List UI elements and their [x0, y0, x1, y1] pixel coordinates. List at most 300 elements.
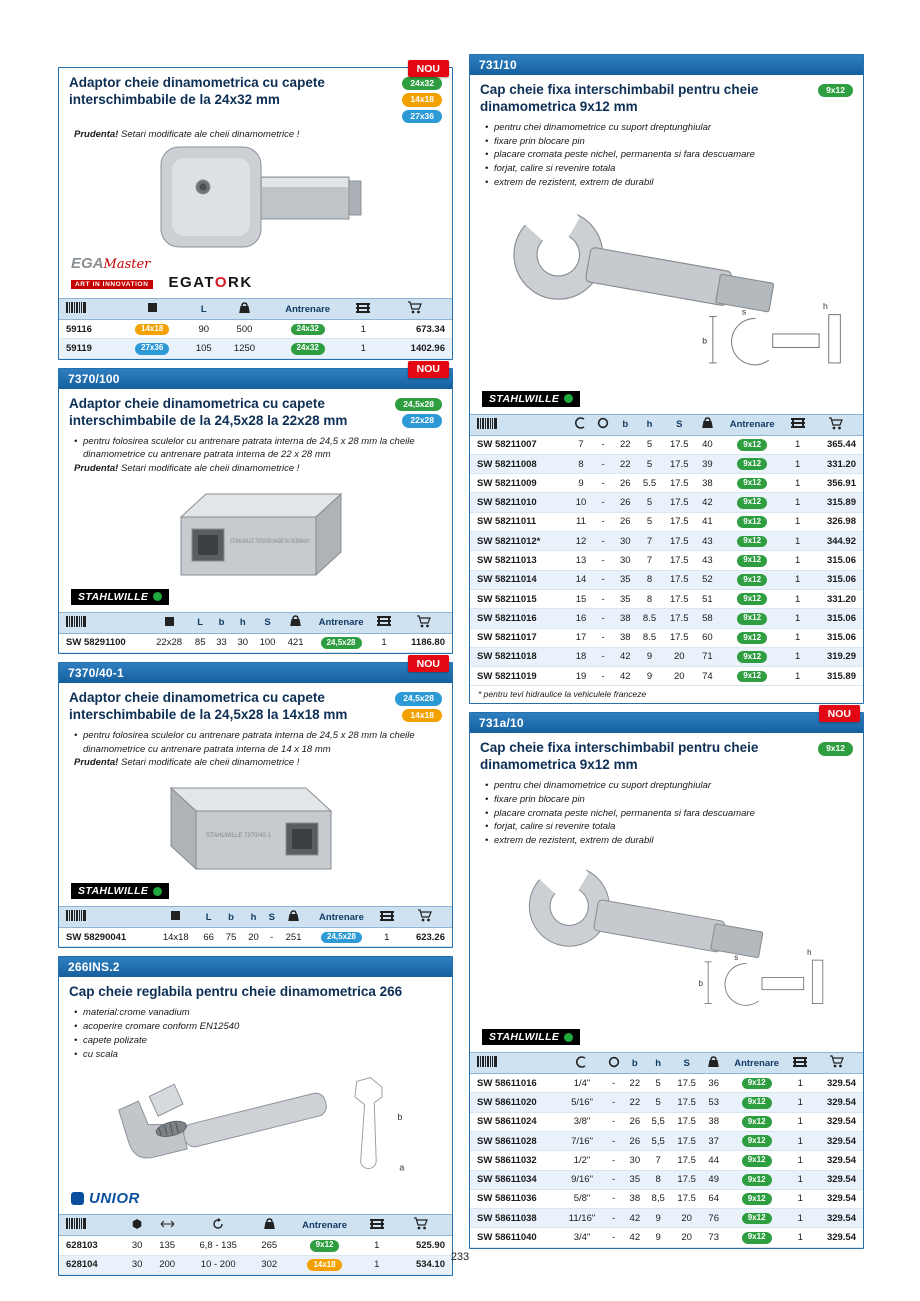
- table-cell: 1: [785, 474, 809, 493]
- table-cell: -: [592, 435, 614, 454]
- dim-label-s: s: [741, 306, 747, 317]
- table-cell: 525.90: [391, 1236, 452, 1255]
- product-photo-adapter-7370-40: [126, 771, 386, 881]
- table-cell: 17.5: [663, 435, 696, 454]
- table-cell: SW 58211017: [470, 628, 570, 647]
- product-photo-open-end-head: [480, 191, 853, 389]
- table-cell: 5: [636, 435, 662, 454]
- column-header: S: [671, 1053, 703, 1074]
- table-cell: [719, 570, 785, 589]
- stahlwille-green-dot-icon: [564, 394, 573, 403]
- table-cell: 8.5: [636, 628, 662, 647]
- table-cell: -: [592, 589, 614, 608]
- size-badge: 24x32: [291, 343, 325, 355]
- table-cell: 1250: [222, 339, 267, 358]
- table-cell: 37: [703, 1131, 725, 1150]
- table-row: [470, 667, 863, 686]
- table-cell: [719, 493, 785, 512]
- bullet-item: • fixare prin blocare pin: [480, 793, 853, 807]
- table-cell: 90: [186, 320, 222, 339]
- table-cell: 42: [696, 493, 719, 512]
- table-cell: 42: [614, 647, 637, 666]
- brand-row: [69, 254, 442, 295]
- table-cell: 8: [570, 454, 593, 473]
- table-cell: 8.5: [636, 609, 662, 628]
- hex-icon: [124, 1215, 150, 1236]
- table-cell: 265: [252, 1236, 286, 1255]
- table-cell: 17.5: [663, 454, 696, 473]
- table-cell: 71: [696, 647, 719, 666]
- table-cell: 17: [570, 628, 593, 647]
- size-badge: 9x12: [737, 458, 767, 470]
- table-cell: 628103: [59, 1236, 124, 1255]
- size-badge: 9x12: [742, 1097, 772, 1109]
- table-cell: 38: [624, 1189, 646, 1208]
- section-7370-100: [58, 363, 453, 654]
- cart-icon: [812, 1053, 863, 1074]
- table-cell: 17.5: [663, 609, 696, 628]
- table-cell: 1: [785, 512, 809, 531]
- brand-row: [69, 1189, 442, 1211]
- product-title: Cap cheie fixa interschimbabil pentru cheie dinamometrica 9x12 mm: [480, 740, 759, 773]
- table-cell: 19: [570, 667, 593, 686]
- table-cell: 315.89: [810, 667, 863, 686]
- table-cell: [725, 1074, 789, 1093]
- table-cell: 5/16": [561, 1093, 603, 1112]
- size-badge: 9x12: [742, 1078, 772, 1090]
- table-cell: 39: [696, 454, 719, 473]
- table-cell: [725, 1131, 789, 1150]
- barcode-icon: [59, 907, 154, 928]
- table-cell: 7: [570, 435, 593, 454]
- table-row: [59, 339, 452, 358]
- table-cell: 329.54: [812, 1074, 863, 1093]
- product-table: [59, 906, 452, 947]
- nou-badge: NOU: [819, 705, 860, 722]
- table-cell: 1: [789, 1112, 812, 1131]
- size-badge: 9x12: [742, 1232, 772, 1244]
- table-cell: -: [592, 570, 614, 589]
- table-cell: 41: [696, 512, 719, 531]
- table-cell: SW 58611028: [470, 1131, 561, 1150]
- table-cell: 33: [211, 633, 232, 652]
- column-header: L: [197, 907, 219, 928]
- dim-label-b: b: [702, 335, 708, 346]
- table-cell: 10: [570, 493, 593, 512]
- bullet-item: • forjat, calire si revenire totala: [480, 820, 853, 834]
- product-title: Adaptor cheie dinamometrica cu capete interschimbabile de la 24x32 mm: [69, 75, 325, 107]
- table-cell: 7: [646, 1151, 671, 1170]
- table-cell: SW 58211008: [470, 454, 570, 473]
- table-cell: -: [603, 1189, 624, 1208]
- table-cell: [719, 454, 785, 473]
- column-header: h: [646, 1053, 671, 1074]
- table-cell: SW 58211019: [470, 667, 570, 686]
- table-row: [470, 1093, 863, 1112]
- weight-icon: [222, 299, 267, 320]
- table-cell: SW 58611038: [470, 1209, 561, 1228]
- feature-list: [69, 128, 442, 142]
- section-code: 266INS.2: [68, 960, 120, 975]
- size-badge: 14x18: [402, 93, 442, 106]
- table-cell: [725, 1228, 789, 1247]
- table-row: [470, 1170, 863, 1189]
- column-header: Antrenare: [725, 1053, 789, 1074]
- table-cell: 315.06: [810, 570, 863, 589]
- table-cell: 17.5: [663, 551, 696, 570]
- table-row: [470, 570, 863, 589]
- section-code: 731/10: [479, 58, 517, 72]
- table-cell: [267, 320, 348, 339]
- table-cell: SW 58611016: [470, 1074, 561, 1093]
- table-cell: 1: [785, 609, 809, 628]
- table-cell: -: [603, 1074, 624, 1093]
- section-731-10: [469, 54, 864, 704]
- table-cell: 17.5: [671, 1170, 703, 1189]
- table-header-row: [59, 907, 452, 928]
- size-badges: [818, 740, 853, 774]
- size-badge: 22x28: [402, 414, 442, 427]
- table-cell: 49: [703, 1170, 725, 1189]
- product-title: Cap cheie fixa interschimbabil pentru cheie dinamometrica 9x12 mm: [480, 82, 759, 114]
- product-photo-adapter-24x32: [131, 143, 381, 253]
- table-cell: 17.5: [671, 1189, 703, 1208]
- table-cell: 38: [614, 628, 637, 647]
- table-cell: [719, 647, 785, 666]
- product-image: [480, 190, 853, 390]
- table-cell: 1: [348, 320, 378, 339]
- table-cell: 44: [703, 1151, 725, 1170]
- section-code-bar: [470, 713, 863, 733]
- feature-list: [69, 435, 442, 476]
- stahlwille-logo: [71, 589, 169, 605]
- section-code-bar: [59, 957, 452, 977]
- table-cell: 51: [696, 589, 719, 608]
- size-badge: 9x12: [737, 593, 767, 605]
- right-column: [469, 54, 864, 1249]
- table-cell: 26: [614, 512, 637, 531]
- feature-list: [480, 779, 853, 848]
- table-cell: 329.54: [812, 1151, 863, 1170]
- table-cell: 7: [636, 551, 662, 570]
- table-cell: 42: [624, 1209, 646, 1228]
- size-badges: [818, 82, 853, 116]
- table-cell: 1: [785, 493, 809, 512]
- product-title: Adaptor cheie dinamometrica cu capete interschimbabile de la 24,5x28 la 14x18 mm: [69, 690, 348, 722]
- table-cell: SW 58211014: [470, 570, 570, 589]
- cart-icon: [810, 414, 863, 435]
- table-cell: 30: [124, 1255, 150, 1274]
- table-cell: 135: [150, 1236, 184, 1255]
- size-badge: 9x12: [818, 742, 853, 755]
- table-cell: [719, 532, 785, 551]
- table-cell: 200: [150, 1255, 184, 1274]
- table-row: [470, 512, 863, 531]
- brand-text: UNIOR: [89, 1190, 140, 1208]
- pallet-icon: [363, 1215, 391, 1236]
- section-code-bar: [59, 663, 452, 683]
- bullet-item: Prudenta! Setari modificate ale cheii dinamometrice !: [74, 757, 300, 769]
- product-image: [69, 142, 442, 254]
- product-photo-adapter-7370-100: [126, 477, 386, 587]
- feature-list: [69, 1006, 442, 1061]
- table-cell: -: [603, 1131, 624, 1150]
- product-photo-adjustable-wrench: [86, 1062, 426, 1188]
- section-code: 731a/10: [479, 716, 524, 731]
- barcode-icon: [59, 299, 119, 320]
- table-cell: 8,5: [646, 1189, 671, 1208]
- table-cell: 17.5: [663, 589, 696, 608]
- ring-icon: [592, 414, 614, 435]
- size-badge: 14x18: [135, 324, 169, 336]
- table-cell: 20: [671, 1228, 703, 1247]
- table-cell: SW 58211010: [470, 493, 570, 512]
- table-cell: 628104: [59, 1255, 124, 1274]
- table-row: [59, 928, 452, 947]
- table-footnote: * pentru tevi hidraulice la vehiculele franceze: [478, 689, 647, 700]
- barcode-icon: [59, 612, 149, 633]
- table-cell: 329.54: [812, 1112, 863, 1131]
- open-icon: [561, 1053, 603, 1074]
- product-table: [59, 612, 452, 653]
- column-header: L: [186, 299, 222, 320]
- size-badge: 9x12: [737, 613, 767, 625]
- product-image: [69, 476, 442, 588]
- table-cell: 58: [696, 609, 719, 628]
- unior-logo: [71, 1190, 140, 1207]
- table-cell: 105: [186, 339, 222, 358]
- unior-mark-icon: [71, 1192, 84, 1205]
- column-header: Antrenare: [267, 299, 348, 320]
- table-cell: 3/4": [561, 1228, 603, 1247]
- size-badge: 14x18: [307, 1259, 341, 1271]
- table-cell: 26: [624, 1131, 646, 1150]
- size-badge: 27x36: [402, 110, 442, 123]
- size-badge: 27x36: [135, 343, 169, 355]
- pallet-icon: [375, 907, 399, 928]
- table-cell: 22: [624, 1074, 646, 1093]
- table-cell: [308, 928, 374, 947]
- product-title: Cap cheie reglabila pentru cheie dinamometrica 266: [69, 984, 403, 1000]
- table-cell: 331.20: [810, 454, 863, 473]
- engraved-text: STAHLWILLE 7370/40-1: [205, 833, 272, 840]
- table-cell: 5: [636, 512, 662, 531]
- table-cell: 1: [785, 551, 809, 570]
- table-cell: 30: [614, 551, 637, 570]
- catalog-columns: [58, 54, 864, 1276]
- table-cell: 344.92: [810, 532, 863, 551]
- size-badge: 9x12: [737, 555, 767, 567]
- table-cell: [719, 512, 785, 531]
- table-cell: 40: [696, 435, 719, 454]
- table-cell: [119, 320, 186, 339]
- pallet-icon: [372, 612, 395, 633]
- column-header: L: [190, 612, 211, 633]
- table-cell: 43: [696, 551, 719, 570]
- size-badge: 9x12: [737, 671, 767, 683]
- range-icon: [184, 1215, 252, 1236]
- pallet-icon: [785, 414, 809, 435]
- section-7370-40-1: [58, 657, 453, 948]
- table-cell: 251: [279, 928, 309, 947]
- table-cell: 73: [703, 1228, 725, 1247]
- table-cell: SW 58211009: [470, 474, 570, 493]
- brand-text: EGA: [71, 255, 104, 273]
- table-cell: 17.5: [663, 628, 696, 647]
- size-badge: 9x12: [742, 1135, 772, 1147]
- table-cell: 10 - 200: [184, 1255, 252, 1274]
- table-cell: 1: [789, 1074, 812, 1093]
- table-cell: SW 58211015: [470, 589, 570, 608]
- table-cell: 17.5: [663, 532, 696, 551]
- table-cell: 30: [624, 1151, 646, 1170]
- feature-list: [480, 121, 853, 190]
- dim-label-b: b: [698, 979, 703, 989]
- size-badge: 24,5x28: [395, 398, 442, 411]
- weight-icon: [282, 612, 310, 633]
- column-header: b: [211, 612, 232, 633]
- product-photo-open-end-head: [480, 849, 853, 1027]
- table-cell: 7/16": [561, 1131, 603, 1150]
- brand-row: [69, 882, 442, 903]
- table-cell: SW 58211018: [470, 647, 570, 666]
- table-header-row: [470, 414, 863, 435]
- table-cell: 331.20: [810, 589, 863, 608]
- cart-icon: [378, 299, 452, 320]
- size-badge: 24x32: [291, 324, 325, 336]
- brand-text: RK: [227, 274, 253, 292]
- ega-master-logo: [71, 255, 153, 291]
- table-row: [470, 454, 863, 473]
- table-row: [470, 474, 863, 493]
- table-cell: 17.5: [671, 1131, 703, 1150]
- table-cell: 329.54: [812, 1093, 863, 1112]
- table-cell: 5: [646, 1074, 671, 1093]
- size-badge: 9x12: [737, 516, 767, 528]
- page-number: 233: [450, 1251, 470, 1263]
- column-header: Antrenare: [719, 414, 785, 435]
- table-cell: SW 58211007: [470, 435, 570, 454]
- table-cell: 315.06: [810, 609, 863, 628]
- table-row: [470, 1074, 863, 1093]
- cart-icon: [391, 1215, 452, 1236]
- column-header: S: [253, 612, 281, 633]
- table-cell: 20: [663, 647, 696, 666]
- table-cell: [719, 551, 785, 570]
- brand-tagline: ART IN INNOVATION: [71, 280, 153, 289]
- table-cell: 1: [789, 1209, 812, 1228]
- table-cell: 8: [646, 1170, 671, 1189]
- open-icon: [570, 414, 593, 435]
- table-cell: 14x18: [154, 928, 197, 947]
- table-cell: SW 58611040: [470, 1228, 561, 1247]
- dim-label-b: b: [397, 1112, 402, 1123]
- weight-icon: [696, 414, 719, 435]
- table-cell: 315.89: [810, 493, 863, 512]
- table-cell: 30: [232, 633, 253, 652]
- table-cell: 18: [570, 647, 593, 666]
- brand-text: STAHLWILLE: [489, 1031, 560, 1044]
- table-cell: [719, 474, 785, 493]
- table-cell: 365.44: [810, 435, 863, 454]
- size-badge: 9x12: [737, 574, 767, 586]
- length-icon: [150, 1215, 184, 1236]
- table-cell: 35: [624, 1170, 646, 1189]
- table-cell: 326.98: [810, 512, 863, 531]
- table-cell: 26: [614, 493, 637, 512]
- bullet-item: • pentru chei dinamometrice cu suport dreptunghiular: [480, 779, 853, 793]
- table-cell: 315.06: [810, 551, 863, 570]
- table-cell: 36: [703, 1074, 725, 1093]
- table-row: [470, 647, 863, 666]
- nou-badge: NOU: [408, 655, 449, 672]
- table-row: [470, 1131, 863, 1150]
- table-cell: -: [592, 532, 614, 551]
- size-badge: 9x12: [737, 632, 767, 644]
- table-cell: 15: [570, 589, 593, 608]
- table-cell: 59119: [59, 339, 119, 358]
- column-header: b: [614, 414, 637, 435]
- brand-row: [480, 390, 853, 411]
- bullet-item: • extrem de rezistent, extrem de durabil: [480, 834, 853, 848]
- table-cell: SW 58211012*: [470, 532, 570, 551]
- table-cell: 329.54: [812, 1170, 863, 1189]
- weight-icon: [703, 1053, 725, 1074]
- cart-icon: [399, 907, 452, 928]
- cart-icon: [396, 612, 452, 633]
- table-cell: -: [592, 512, 614, 531]
- size-badge: 24x32: [402, 77, 442, 90]
- table-cell: 38: [614, 609, 637, 628]
- table-row: [470, 609, 863, 628]
- bullet-item: • fixare prin blocare pin: [480, 135, 853, 149]
- table-row: [59, 633, 452, 652]
- table-cell: 17.5: [663, 512, 696, 531]
- bullet-item: • placare cromata peste nichel, permanenta si fara descuamare: [480, 807, 853, 821]
- table-cell: 9: [646, 1209, 671, 1228]
- table-cell: -: [603, 1170, 624, 1189]
- table-cell: 329.54: [812, 1209, 863, 1228]
- size-badge: 9x12: [742, 1116, 772, 1128]
- table-cell: 17.5: [671, 1074, 703, 1093]
- brand-text: EGAT: [168, 274, 215, 292]
- stahlwille-green-dot-icon: [153, 887, 162, 896]
- table-cell: 74: [696, 667, 719, 686]
- section-266ins-2: [58, 956, 453, 1276]
- table-cell: 52: [696, 570, 719, 589]
- table-cell: 1: [785, 647, 809, 666]
- table-cell: -: [592, 609, 614, 628]
- table-cell: 329.54: [812, 1131, 863, 1150]
- product-table: [59, 298, 452, 359]
- table-cell: 17.5: [671, 1151, 703, 1170]
- section-code: 7370/100: [68, 371, 120, 386]
- product-table: [470, 414, 863, 687]
- ring-icon: [603, 1053, 624, 1074]
- table-cell: 5.5: [636, 474, 662, 493]
- engraved-text: STAHLWILLE 7370/100 MADE IN GERMANY: [229, 538, 310, 545]
- dim-label-a: a: [398, 1162, 404, 1173]
- table-cell: SW 58211013: [470, 551, 570, 570]
- table-cell: 1: [785, 532, 809, 551]
- table-cell: SW 58611034: [470, 1170, 561, 1189]
- table-cell: 1/4": [561, 1074, 603, 1093]
- table-header-row: [59, 1215, 452, 1236]
- table-cell: 9: [636, 647, 662, 666]
- table-cell: -: [592, 628, 614, 647]
- product-table: [470, 1052, 863, 1248]
- size-badge: 24,5x28: [321, 932, 362, 944]
